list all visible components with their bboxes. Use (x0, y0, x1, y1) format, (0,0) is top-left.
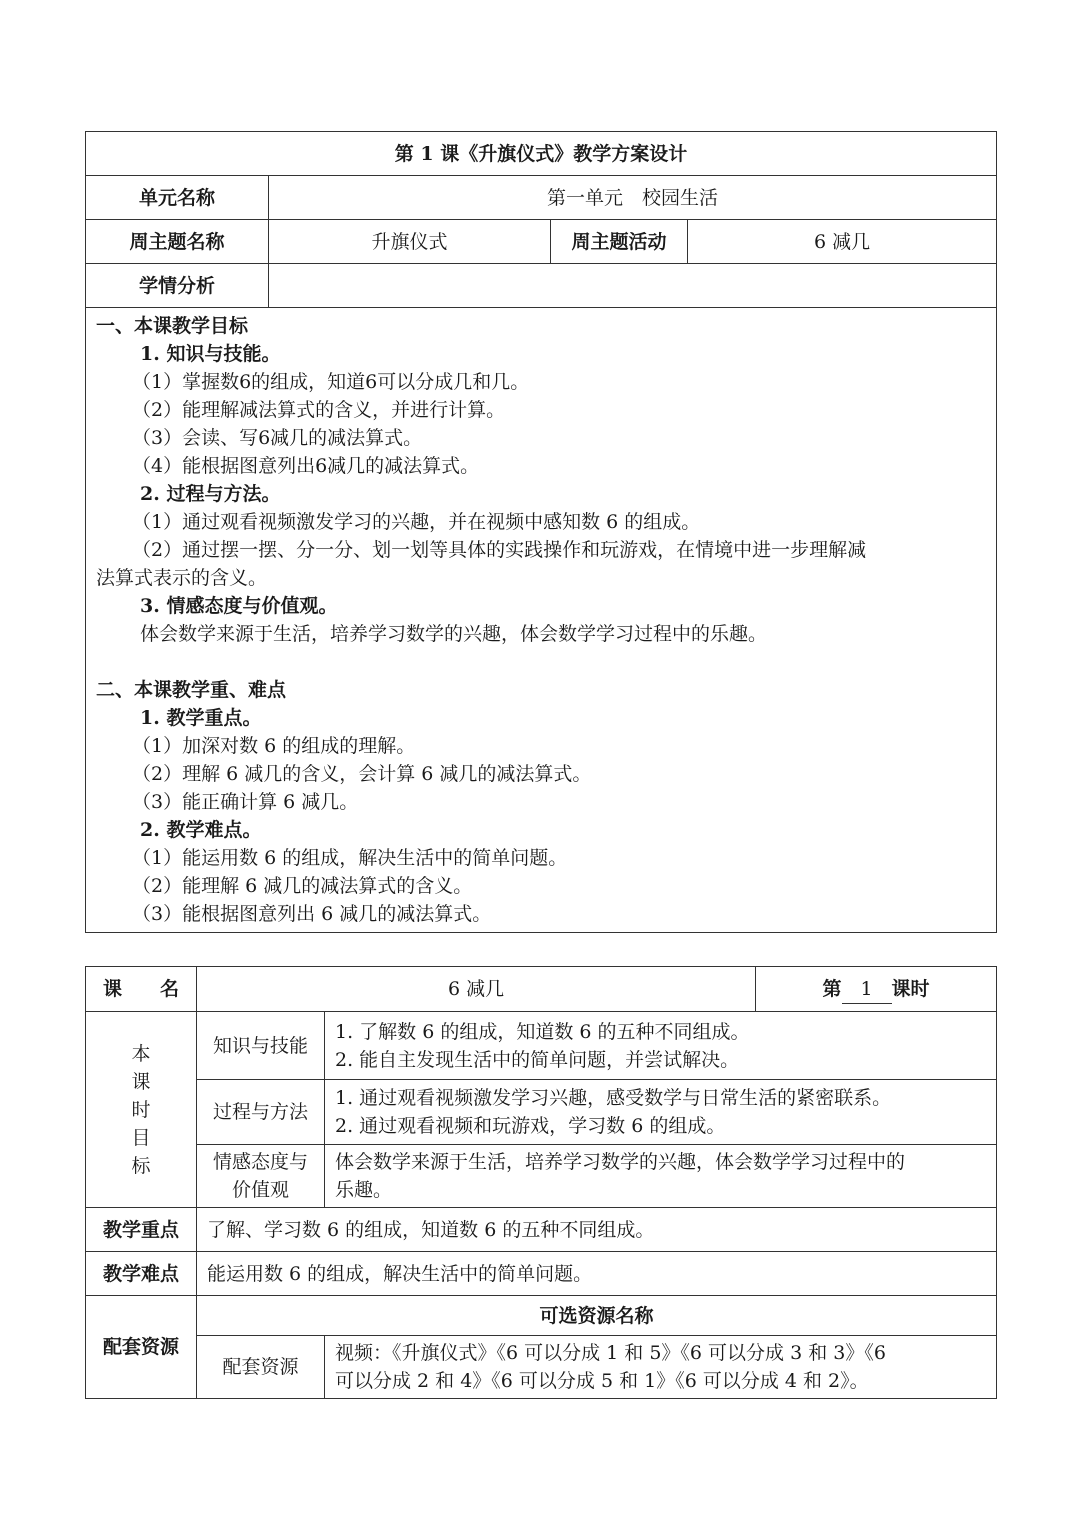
lesson-plan-table (85, 131, 997, 933)
resource-sub-label: 配套资源 (197, 1336, 325, 1399)
list-item: （3）能正确计算 6 减几。 (132, 791, 359, 813)
period-prefix: 第 (822, 977, 842, 1000)
goal-char: 本 (131, 1042, 151, 1065)
week-activity-value: 6 减几 (688, 220, 997, 264)
course-name-label: 课 名 (86, 967, 197, 1012)
period-cell (756, 967, 997, 1012)
list-item: 1. 通过观看视频激发学习兴趣，感受数学与日常生活的紧密联系。 (335, 1087, 892, 1109)
list-item: （2）理解 6 减几的含义，会计算 6 减几的减法算式。 (132, 763, 592, 785)
analysis-value (269, 264, 997, 308)
objectives-content (86, 308, 997, 933)
key-point-label: 教学重点 (86, 1208, 197, 1252)
resource-content (325, 1336, 997, 1399)
list-item: 2. 能自主发现生活中的简单问题，并尝试解决。 (335, 1048, 740, 1071)
key-point-text: 了解、学习数 6 的组成，知道数 6 的五种不同组成。 (197, 1208, 997, 1252)
emotion-label (197, 1145, 325, 1208)
resource-text-line: 视频：《升旗仪式》《6 可以分成 1 和 5》《6 可以分成 3 和 3》《6 (335, 1342, 886, 1364)
emotion-text-line: 乐趣。 (335, 1179, 393, 1201)
list-item: （1）掌握数6的组成，知道6可以分成几和几。 (132, 371, 530, 393)
difficulty-label: 教学难点 (86, 1252, 197, 1296)
emotion-label-line: 价值观 (231, 1179, 289, 1201)
resource-label: 配套资源 (86, 1296, 197, 1399)
goal-char: 目 (131, 1126, 151, 1149)
emotion-content (325, 1145, 997, 1208)
goal-char: 课 (131, 1070, 151, 1093)
unit-name-label: 单元名称 (86, 176, 269, 220)
period-suffix: 课时 (891, 977, 930, 1000)
lesson-plan-title: 第 1 课《升旗仪式》教学方案设计 (86, 132, 997, 176)
emotion-label-line: 情感态度与 (212, 1151, 308, 1173)
section-2-sub-1: 1. 教学重点。 (140, 707, 262, 729)
section-1-sub-3-text: 体会数学来源于生活，培养学习数学的兴趣，体会数学学习过程中的乐趣。 (140, 623, 768, 645)
list-item: （1）能运用数 6 的组成，解决生活中的简单问题。 (132, 847, 568, 869)
section-1-sub-3: 3. 情感态度与价值观。 (140, 595, 338, 617)
period-value: 1 (842, 975, 892, 1004)
lesson-detail-table (85, 966, 997, 1399)
list-item: （3）能根据图意列出 6 减几的减法算式。 (132, 903, 492, 925)
resource-header: 可选资源名称 (197, 1296, 997, 1336)
week-theme-label: 周主题名称 (86, 220, 269, 264)
lesson-goals-label (86, 1012, 197, 1208)
list-item: 2. 通过观看视频和玩游戏，学习数 6 的组成。 (335, 1115, 726, 1137)
list-item: 1. 了解数 6 的组成，知道数 6 的五种不同组成。 (335, 1020, 750, 1043)
list-item: （3）会读、写6减几的减法算式。 (132, 427, 423, 449)
process-label: 过程与方法 (197, 1080, 325, 1145)
section-2-title: 二、本课教学重、难点 (96, 679, 287, 701)
emotion-text-line: 体会数学来源于生活，培养学习数学的兴趣，体会数学学习过程中的 (335, 1151, 906, 1173)
list-item-continued: 法算式表示的含义。 (96, 567, 268, 589)
list-item: （4）能根据图意列出6减几的减法算式。 (132, 455, 480, 477)
course-name-value: 6 减几 (197, 967, 756, 1012)
knowledge-label: 知识与技能 (197, 1012, 325, 1080)
list-item: （1）通过观看视频激发学习的兴趣，并在视频中感知数 6 的组成。 (132, 511, 701, 533)
section-1-sub-1: 1. 知识与技能。 (140, 343, 281, 365)
list-item: （1）加深对数 6 的组成的理解。 (132, 735, 416, 757)
section-1-title: 一、本课教学目标 (96, 315, 249, 337)
list-item: （2）能理解 6 减几的减法算式的含义。 (132, 875, 473, 897)
unit-name-value: 第一单元 校园生活 (269, 176, 997, 220)
resource-text-line: 可以分成 2 和 4》《6 可以分成 5 和 1》《6 可以分成 4 和 2》。 (335, 1370, 869, 1392)
week-theme-value: 升旗仪式 (269, 220, 551, 264)
spacer (96, 648, 986, 676)
goal-char: 标 (131, 1154, 151, 1177)
list-item: （2）通过摆一摆、分一分、划一划等具体的实践操作和玩游戏，在情境中进一步理解减 (132, 539, 867, 561)
knowledge-content (325, 1012, 997, 1080)
section-2-sub-2: 2. 教学难点。 (140, 819, 262, 841)
difficulty-text: 能运用数 6 的组成，解决生活中的简单问题。 (197, 1252, 997, 1296)
process-content (325, 1080, 997, 1145)
week-activity-label: 周主题活动 (551, 220, 688, 264)
list-item: （2）能理解减法算式的含义，并进行计算。 (132, 399, 506, 421)
analysis-label: 学情分析 (86, 264, 269, 308)
goal-char: 时 (131, 1098, 151, 1121)
section-1-sub-2: 2. 过程与方法。 (140, 483, 281, 505)
